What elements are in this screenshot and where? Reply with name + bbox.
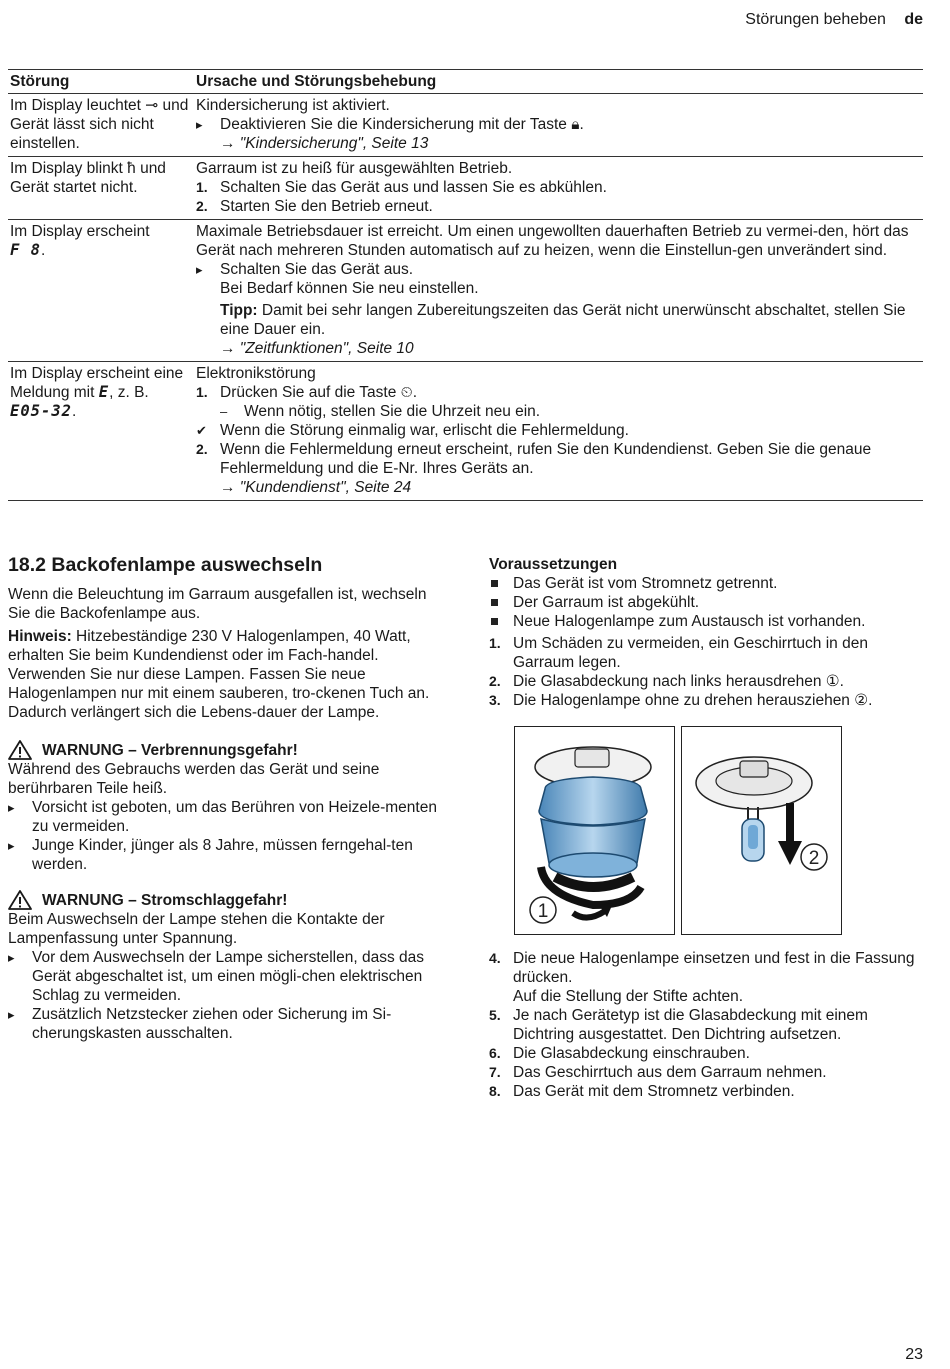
step-text: Die Halogenlampe ohne zu drehen herausziehen ②.	[513, 692, 873, 709]
arrow-bullet-icon: ▸	[196, 117, 203, 132]
list-item-text: Zusätzlich Netzstecker ziehen oder Sicherung im Si-cherungskasten ausschalten.	[32, 1006, 392, 1042]
step-text: Deaktivieren Sie die Kindersicherung mit der Taste 🔒︎.	[220, 116, 584, 133]
cause-text: Garraum ist zu heiß für ausgewählten Betrieb.	[196, 160, 513, 177]
square-bullet	[491, 580, 498, 587]
warning-burn-title	[8, 740, 448, 760]
cause-cell	[194, 362, 923, 501]
cause-text: Maximale Betriebsdauer ist erreicht. Um einen ungewollten dauerhaften Betrieb zu vermei-den, hört das Gerät nach mehreren Stunden automatisch auf zu heizen, wenn die Einstellun-gen unverändert sind.	[196, 223, 909, 259]
cause-text: Kindersicherung ist aktiviert.	[196, 97, 390, 114]
list-item	[489, 612, 929, 631]
step-item	[196, 383, 921, 402]
step-text: Bei Bedarf können Sie neu einstellen.	[220, 280, 479, 297]
list-item	[8, 798, 448, 836]
list-item-text: Junge Kinder, jünger als 8 Jahre, müssen ferngehal-ten werden.	[32, 837, 413, 873]
right-column	[489, 553, 929, 1101]
cause-cell	[194, 157, 923, 220]
display-code: F 8	[10, 241, 41, 259]
table-row	[8, 362, 923, 501]
symptom-cell	[8, 220, 194, 362]
page-header	[745, 10, 923, 29]
display-code: E	[98, 383, 110, 401]
step-text: Drücken Sie auf die Taste ⏲.	[220, 384, 418, 401]
warning-triangle-icon	[8, 740, 32, 760]
step-text: Die Glasabdeckung nach links herausdrehen ①.	[513, 673, 844, 690]
step-item	[196, 197, 921, 216]
symptom-suffix: .	[41, 242, 46, 259]
cause-cell	[194, 220, 923, 362]
list-item-text: Der Garraum ist abgekühlt.	[513, 594, 700, 611]
step-item	[489, 1044, 929, 1063]
arrow-bullet-icon: ▸	[196, 262, 203, 277]
step-number: 3.	[489, 692, 501, 708]
step-item	[489, 691, 929, 710]
result-item	[196, 421, 921, 440]
requirements-title: Voraussetzungen	[489, 556, 618, 573]
section-title: 18.2 Backofenlampe auswechseln	[8, 554, 323, 576]
step-text: Wenn nötig, stellen Sie die Uhrzeit neu ein.	[244, 403, 541, 420]
step-item	[489, 672, 929, 691]
tip-label: Tipp:	[220, 302, 258, 319]
cross-reference[interactable]	[196, 134, 921, 153]
sub-step-item	[196, 402, 921, 421]
table-row	[8, 220, 923, 362]
symptom-mid: , z. B.	[109, 384, 149, 401]
step-item	[489, 1082, 929, 1101]
column-header-fault: Störung	[8, 70, 194, 94]
step-item	[489, 634, 929, 672]
step-item	[196, 440, 921, 478]
step-text: Schalten Sie das Gerät aus.	[220, 261, 414, 278]
tip	[196, 301, 921, 339]
steps-list-b	[489, 949, 929, 1101]
step-number: 8.	[489, 1083, 501, 1099]
arrow-bullet-icon: ▸	[8, 838, 15, 853]
note	[8, 627, 448, 722]
display-code-example: E05-32	[10, 402, 72, 420]
figure-unscrew-cover	[514, 726, 675, 935]
checkmark-icon: ✔	[196, 423, 207, 438]
list-item	[489, 574, 929, 593]
troubleshooting-table	[8, 69, 923, 501]
step-item	[196, 115, 921, 134]
list-item-text: Neue Halogenlampe zum Austausch ist vorhanden.	[513, 613, 866, 630]
step-number: 1.	[196, 179, 208, 195]
halogen-lamp-pull-illustration	[682, 727, 841, 934]
header-language: de	[904, 11, 923, 28]
warning-text: Während des Gebrauchs werden das Gerät und seine berührbaren Teile heiß.	[8, 761, 380, 797]
list-item-text: Vorsicht ist geboten, um das Berühren von Heizele-menten zu vermeiden.	[32, 799, 437, 835]
list-item	[8, 836, 448, 874]
arrow-bullet-icon: ▸	[8, 800, 15, 815]
step-item	[489, 1063, 929, 1082]
step-text: Die Glasabdeckung einschrauben.	[513, 1045, 750, 1062]
cross-reference[interactable]	[196, 339, 921, 358]
step-text: Die neue Halogenlampe einsetzen und fest in die Fassung drücken.	[513, 950, 915, 986]
step-item	[489, 949, 929, 1006]
list-item	[489, 593, 929, 612]
cross-reference-text[interactable]: → "Zeitfunktionen", Seite 10	[220, 340, 414, 357]
cause-text: Elektronikstörung	[196, 365, 316, 382]
cross-reference-text[interactable]: → "Kundendienst", Seite 24	[220, 479, 412, 496]
symptom-text: Im Display erscheint	[10, 223, 150, 240]
list-item-text: Das Gerät ist vom Stromnetz getrennt.	[513, 575, 778, 592]
warning-list	[8, 948, 448, 1043]
symptom-cell: Im Display blinkt ħ und Gerät startet nicht.	[8, 157, 194, 220]
warning-text: Beim Auswechseln der Lampe stehen die Kontakte der Lampenfassung unter Spannung.	[8, 911, 385, 947]
step-text: Starten Sie den Betrieb erneut.	[220, 198, 433, 215]
step-number: 2.	[196, 198, 208, 214]
header-section-title: Störungen beheben	[745, 11, 886, 28]
step-text: Das Geschirrtuch aus dem Garraum nehmen.	[513, 1064, 827, 1081]
arrow-bullet-icon: ▸	[8, 950, 15, 965]
list-item-text: Vor dem Auswechseln der Lampe sicherstellen, dass das Gerät abgeschaltet ist, um einen mögli-chen elektrischen Schlag zu vermeiden.	[32, 949, 425, 1004]
list-item	[8, 1005, 448, 1043]
tip-text: Damit bei sehr langen Zubereitungszeiten das Gerät nicht unerwünscht abschaltet, stellen Sie eine Dauer ein.	[220, 302, 906, 338]
step-number: 5.	[489, 1007, 501, 1023]
step-extra: Auf die Stellung der Stifte achten.	[513, 988, 744, 1005]
step-text: Je nach Gerätetyp ist die Glasabdeckung mit einem Dichtring ausgestattet. Den Dichtring aufsetzen.	[513, 1007, 868, 1043]
warning-title-text: WARNUNG – Stromschlaggefahr!	[42, 891, 288, 909]
step-text: Das Gerät mit dem Stromnetz verbinden.	[513, 1083, 795, 1100]
table-row	[8, 94, 923, 157]
cause-cell	[194, 94, 923, 157]
step-number: 7.	[489, 1064, 501, 1080]
arrow-bullet-icon: ▸	[8, 1007, 15, 1022]
lamp-figures	[514, 726, 929, 935]
figure-label: 2	[808, 848, 820, 869]
step-item	[489, 1006, 929, 1044]
step-item	[196, 260, 921, 279]
step-number: 1.	[489, 635, 501, 651]
glass-cover-unscrew-illustration	[515, 727, 674, 934]
intro-text: Wenn die Beleuchtung im Garraum ausgefallen ist, wechseln Sie die Backofenlampe aus.	[8, 586, 427, 622]
step-text: Wenn die Fehlermeldung erneut erscheint, rufen Sie den Kundendienst. Geben Sie die genaue Fehlermeldung und die E-Nr. Ihres Geräts an.	[220, 441, 872, 477]
step-note	[196, 279, 921, 298]
step-text: Wenn die Störung einmalig war, erlischt die Fehlermeldung.	[220, 422, 629, 439]
column-header-cause: Ursache und Störungsbehebung	[194, 70, 923, 94]
warning-list	[8, 798, 448, 874]
figure-pull-lamp	[681, 726, 842, 935]
step-number: 6.	[489, 1045, 501, 1061]
step-text: Um Schäden zu vermeiden, ein Geschirrtuch in den Garraum legen.	[513, 635, 868, 671]
dash-bullet: –	[220, 404, 228, 419]
page-number: 23	[905, 1346, 923, 1363]
cross-reference[interactable]	[196, 478, 921, 497]
left-column	[8, 553, 448, 1043]
note-text: Hitzebeständige 230 V Halogenlampen, 40 Watt, erhalten Sie beim Kundendienst oder im Fach-handel. Verwenden Sie nur diese Lampen. Fassen Sie neue Halogenlampen nur mit einem sauberen, tro-ckenen Tuch an. Dadurch verlängert sich die Lebens-dauer der Lampe.	[8, 628, 430, 721]
cross-reference-text[interactable]: → "Kindersicherung", Seite 13	[220, 135, 429, 152]
step-number: 1.	[196, 384, 208, 400]
note-label: Hinweis:	[8, 628, 72, 645]
warning-title-text: WARNUNG – Verbrennungsgefahr!	[42, 741, 298, 759]
step-number: 4.	[489, 950, 501, 966]
warning-shock-title	[8, 890, 448, 910]
symptom-suffix: .	[72, 403, 77, 420]
square-bullet	[491, 618, 498, 625]
step-text: Schalten Sie das Gerät aus und lassen Sie es abkühlen.	[220, 179, 607, 196]
step-item	[196, 178, 921, 197]
step-number: 2.	[489, 673, 501, 689]
symptom-cell: Im Display leuchtet ⊸ und Gerät lässt sich nicht einstellen.	[8, 94, 194, 157]
figure-label: 1	[537, 901, 549, 922]
step-number: 2.	[196, 441, 208, 457]
warning-triangle-icon	[8, 890, 32, 910]
symptom-cell	[8, 362, 194, 501]
table-header-row	[8, 70, 923, 94]
steps-list-a	[489, 634, 929, 710]
symptom-text: Im Display erscheint eine Meldung mit	[10, 365, 184, 401]
list-item	[8, 948, 448, 1005]
table-row	[8, 157, 923, 220]
requirements-list	[489, 574, 929, 631]
square-bullet	[491, 599, 498, 606]
